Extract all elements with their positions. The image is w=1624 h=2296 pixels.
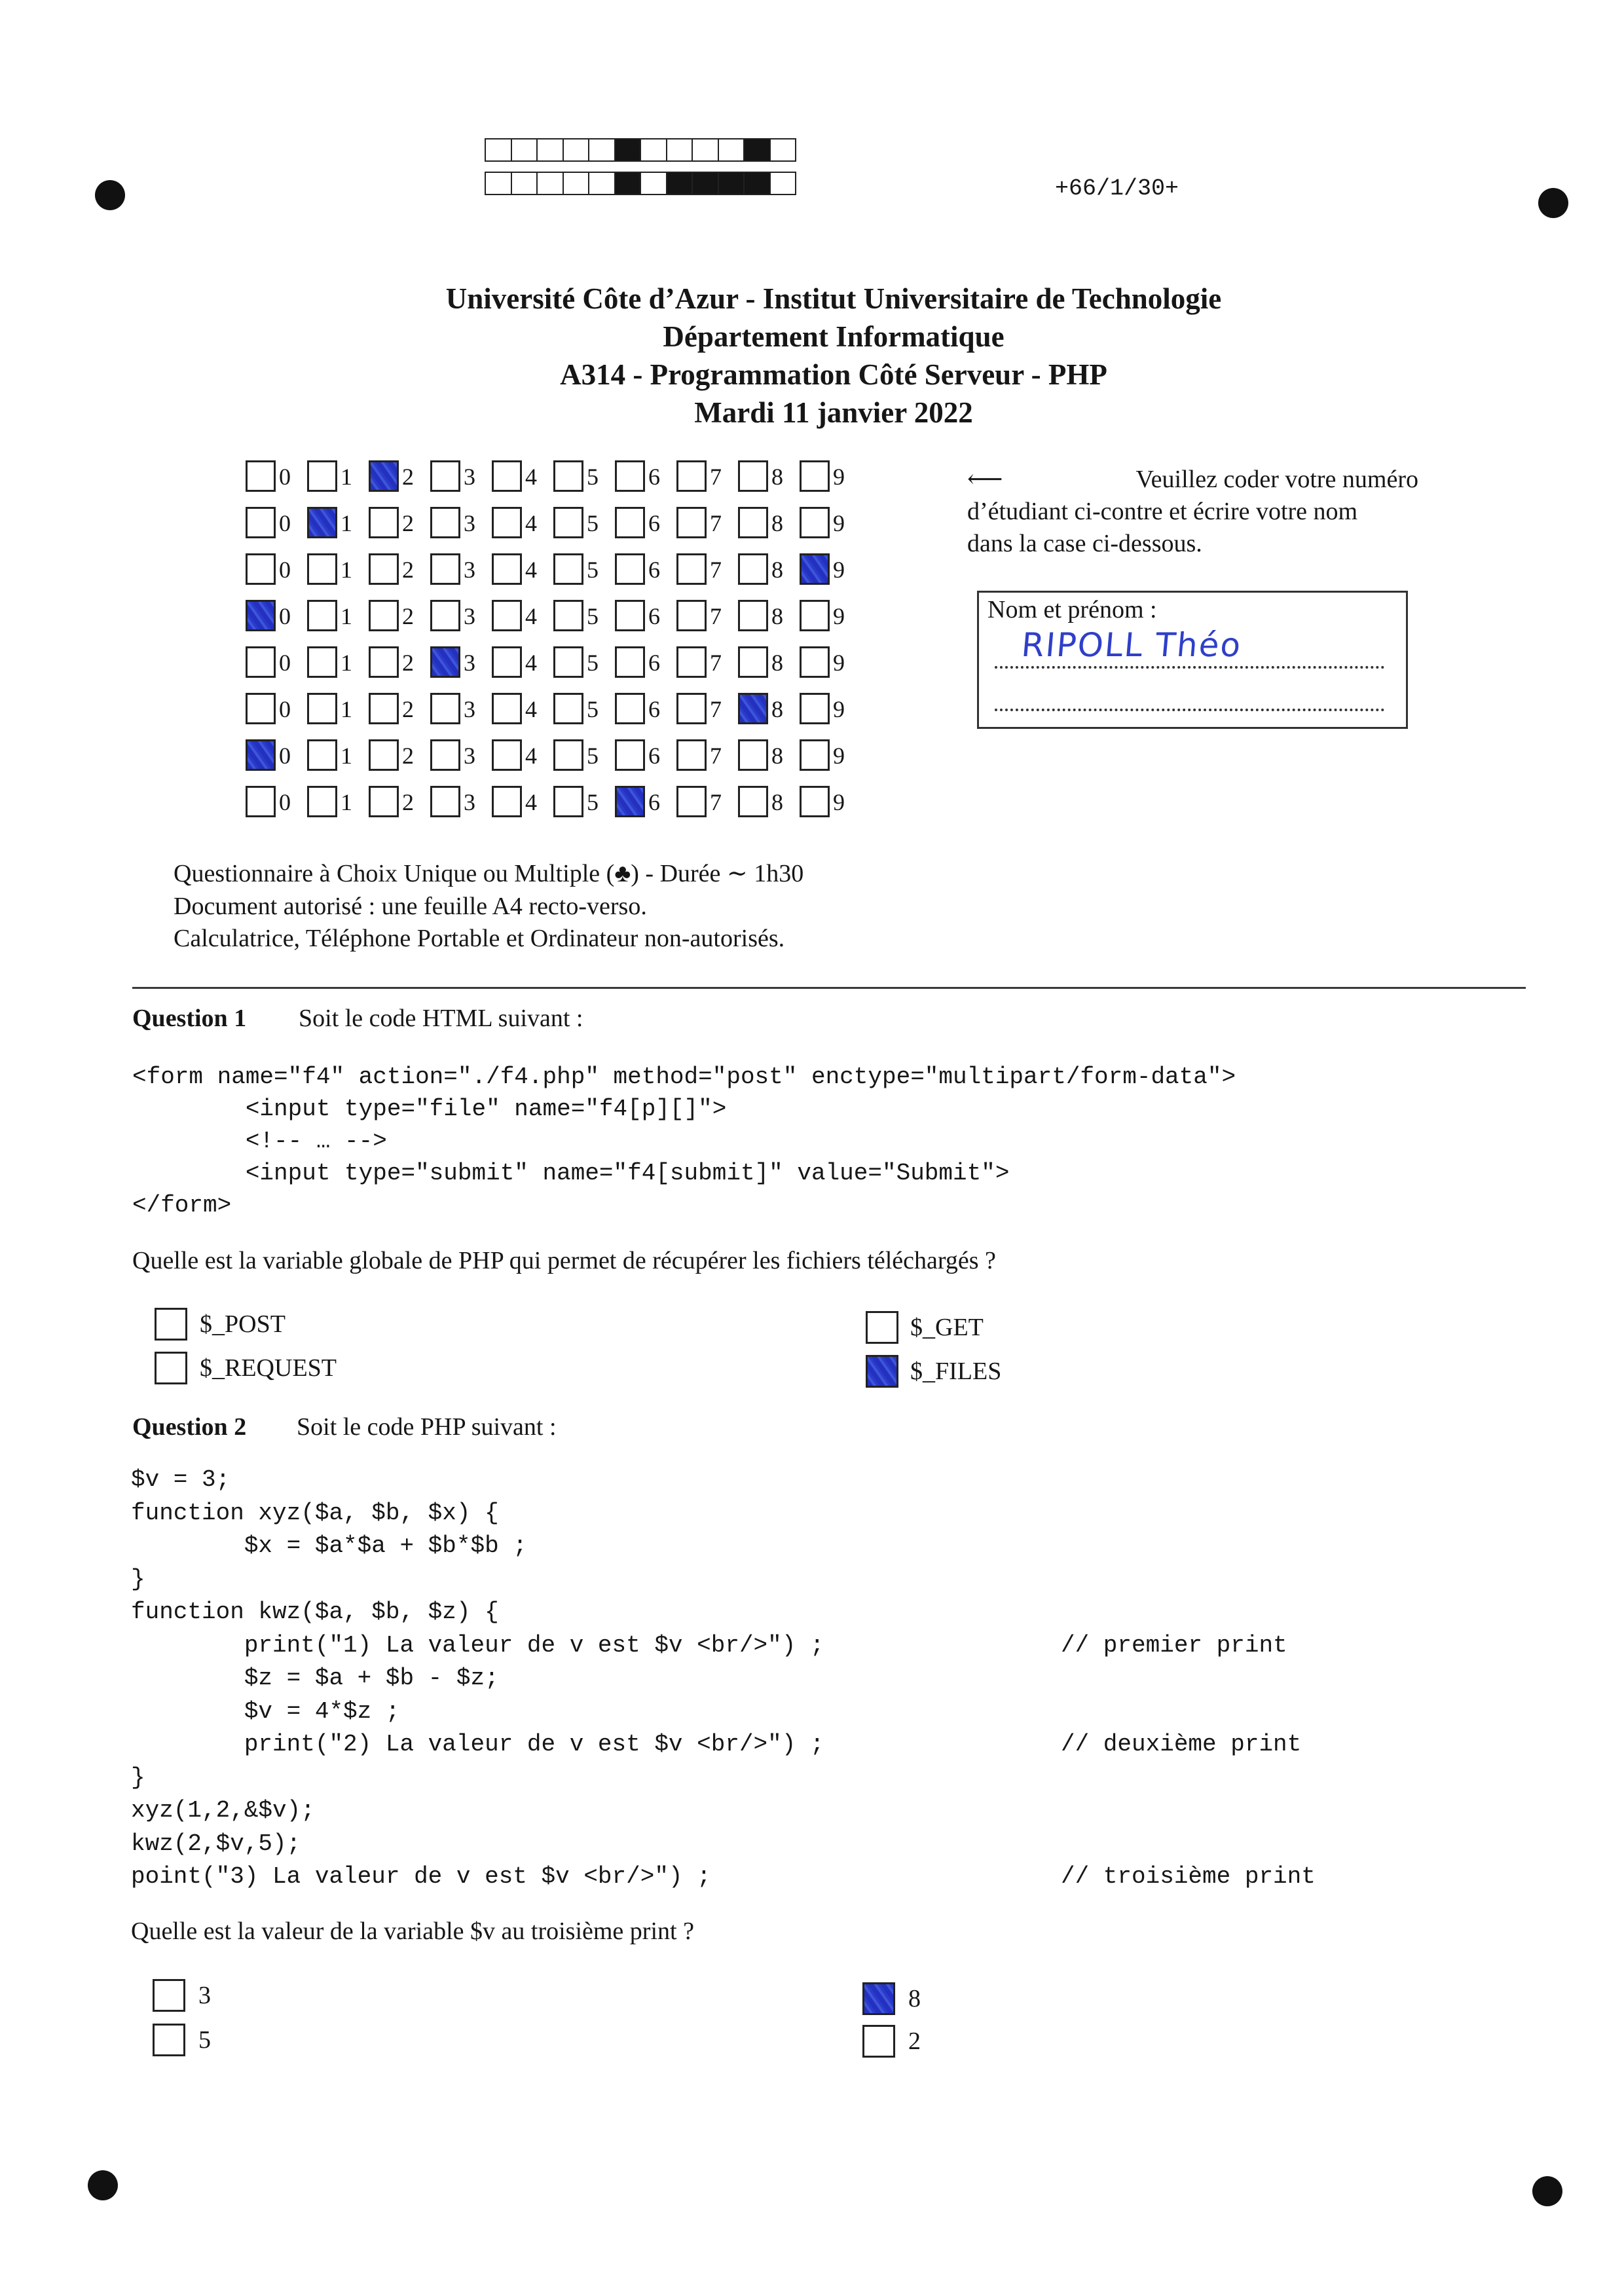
digit-label: 5 (587, 696, 599, 722)
digit-label: 5 (587, 650, 599, 676)
digit-label: 5 (587, 743, 599, 769)
digit-checkbox[interactable] (492, 507, 522, 538)
code-line (131, 1662, 824, 1695)
digit-checkbox[interactable] (246, 460, 276, 492)
digit-label: 2 (402, 743, 414, 769)
digit-label: 5 (587, 789, 599, 815)
digit-checkbox[interactable] (369, 739, 399, 771)
option-checkbox[interactable] (153, 2024, 185, 2056)
code-text: $z = $a + $b - $z; (131, 1665, 499, 1692)
digit-checkbox[interactable] (369, 507, 399, 538)
code-line (131, 1762, 824, 1795)
option-label: 2 (908, 2028, 921, 2055)
answer-option (862, 1982, 921, 2015)
option-label: $_GET (910, 1314, 984, 1341)
code-comment: // premier print (1061, 1631, 1287, 1659)
code-line (131, 1695, 824, 1729)
exam-date: Mardi 11 janvier 2022 (694, 396, 973, 429)
instruction-line: d’étudiant ci-contre et écrire votre nom (967, 498, 1358, 525)
digit-checkbox[interactable] (369, 553, 399, 585)
code-line (131, 1828, 824, 1861)
instruction-line: dans la case ci-dessous. (967, 530, 1202, 557)
course-title: A314 - Programmation Côté Serveur - PHP (560, 358, 1107, 391)
digit-checkbox[interactable] (553, 693, 583, 724)
code-text: function kwz($a, $b, $z) { (131, 1599, 499, 1625)
code-line (131, 1728, 1302, 1762)
code-line (131, 1464, 824, 1497)
barcode-cell-empty (771, 139, 796, 160)
code-text: xyz(1,2,&$v); (131, 1797, 315, 1824)
instruction-line: Veuillez coder votre numéro (1135, 466, 1418, 493)
option-checkbox[interactable] (155, 1352, 187, 1384)
digit-checkbox[interactable] (738, 786, 768, 817)
digit-checkbox[interactable] (553, 786, 583, 817)
digit-label: 4 (525, 696, 537, 722)
digit-label: 6 (648, 650, 660, 676)
digit-checkbox[interactable] (800, 786, 830, 817)
department-title: Département Informatique (663, 320, 1005, 353)
digit-checkbox[interactable] (615, 600, 645, 631)
digit-label: 5 (587, 464, 599, 490)
code-line (131, 1530, 824, 1563)
digit-label: 7 (710, 464, 722, 490)
digit-label: 0 (279, 696, 291, 722)
option-label: 5 (198, 2026, 211, 2054)
option-label: $_REQUEST (200, 1354, 337, 1382)
digit-label: 1 (341, 464, 352, 490)
digit-label: 2 (402, 557, 414, 583)
barcode-cell-empty (719, 139, 745, 160)
digit-label: 7 (710, 743, 722, 769)
digit-checkbox[interactable] (369, 693, 399, 724)
barcode-cell-empty (538, 173, 564, 194)
digit-checkbox[interactable] (492, 786, 522, 817)
handwritten-name: RIPOLL Théo (1020, 626, 1244, 664)
question-prompt: Quelle est la valeur de la variable $v au troisième print ? (131, 1917, 694, 1945)
digit-label: 9 (833, 743, 845, 769)
digit-label: 1 (341, 603, 352, 629)
digit-label: 1 (341, 510, 352, 536)
barcode-cell-empty (641, 139, 667, 160)
barcode-cell-filled (745, 139, 771, 160)
digit-checkbox[interactable] (676, 646, 707, 678)
barcode-cell-empty (564, 139, 590, 160)
barcode-cell-empty (771, 173, 796, 194)
code-line (131, 1497, 824, 1530)
digit-label: 3 (464, 789, 475, 815)
digit-checkbox[interactable] (492, 460, 522, 492)
digit-checkbox[interactable] (676, 693, 707, 724)
digit-label: 0 (279, 510, 291, 536)
code-text: $v = 4*$z ; (131, 1697, 400, 1725)
digit-label: 7 (710, 510, 722, 536)
digit-checkbox[interactable] (800, 553, 830, 585)
digit-label: 7 (710, 603, 722, 629)
digit-label: 4 (525, 557, 537, 583)
digit-checkbox[interactable] (307, 553, 337, 585)
digit-label: 6 (648, 557, 660, 583)
digit-label: 1 (341, 743, 352, 769)
digit-checkbox[interactable] (369, 646, 399, 678)
digit-checkbox[interactable] (307, 646, 337, 678)
instruction-first-line (967, 464, 1418, 496)
digit-label: 9 (833, 650, 845, 676)
digit-label: 0 (279, 650, 291, 676)
digit-label: 4 (525, 743, 537, 769)
digit-label: 8 (771, 510, 783, 536)
digit-checkbox[interactable] (553, 460, 583, 492)
code-text: $x = $a*$a + $b*$b ; (131, 1532, 527, 1559)
digit-label: 8 (771, 696, 783, 722)
digit-label: 0 (279, 464, 291, 490)
barcode-cell-empty (693, 139, 719, 160)
barcode-cell-filled (693, 173, 719, 194)
digit-label: 8 (771, 650, 783, 676)
barcode-cell-filled (616, 139, 642, 160)
digit-label: 8 (771, 464, 783, 490)
digit-checkbox[interactable] (553, 507, 583, 538)
digit-label: 3 (464, 696, 475, 722)
question-label: Question 2 (132, 1413, 247, 1441)
digit-checkbox[interactable] (553, 553, 583, 585)
barcode-cell-filled (616, 173, 642, 194)
digit-checkbox[interactable] (492, 600, 522, 631)
code-line (131, 1563, 824, 1597)
digit-label: 6 (648, 510, 660, 536)
digit-label: 6 (648, 743, 660, 769)
digit-checkbox[interactable] (246, 553, 276, 585)
digit-label: 2 (402, 464, 414, 490)
digit-label: 5 (587, 510, 599, 536)
digit-label: 9 (833, 696, 845, 722)
digit-checkbox[interactable] (307, 507, 337, 538)
digit-checkbox[interactable] (369, 460, 399, 492)
barcode-cell-empty (641, 173, 667, 194)
digit-checkbox[interactable] (800, 739, 830, 771)
digit-checkbox[interactable] (430, 507, 460, 538)
digit-label: 1 (341, 650, 352, 676)
answer-option (155, 1308, 286, 1341)
question-prompt: Quelle est la variable globale de PHP qui permet de récupérer les fichiers téléchargés ? (132, 1247, 996, 1274)
digit-label: 9 (833, 510, 845, 536)
digit-checkbox[interactable] (492, 646, 522, 678)
option-checkbox[interactable] (862, 1982, 895, 2015)
digit-label: 3 (464, 464, 475, 490)
digit-checkbox[interactable] (246, 693, 276, 724)
php-code-block (131, 1464, 1316, 1894)
digit-checkbox[interactable] (738, 739, 768, 771)
exam-format: Questionnaire à Choix Unique ou Multiple (♣) - Durée ∼ 1h30 (174, 860, 804, 887)
answer-option (153, 1979, 211, 2012)
digit-checkbox[interactable] (553, 646, 583, 678)
digit-label: 0 (279, 789, 291, 815)
digit-label: 1 (341, 557, 352, 583)
code-text: } (131, 1764, 145, 1791)
option-label: 8 (908, 1985, 921, 2012)
barcode-cell-empty (512, 139, 538, 160)
code-text: $v = 3; (131, 1466, 231, 1493)
separator-rule (132, 987, 1526, 989)
barcode-cell-empty (667, 139, 693, 160)
digit-label: 3 (464, 650, 475, 676)
barcode-cell-filled (719, 173, 745, 194)
code-comment: // troisième print (1061, 1863, 1316, 1890)
digit-label: 2 (402, 603, 414, 629)
digit-checkbox[interactable] (246, 507, 276, 538)
digit-checkbox[interactable] (738, 646, 768, 678)
digit-checkbox[interactable] (307, 600, 337, 631)
digit-label: 0 (279, 557, 291, 583)
barcode-cell-empty (589, 173, 616, 194)
digit-label: 8 (771, 603, 783, 629)
code-text: point("3) La valeur de v est $v <br/>") ; (131, 1863, 711, 1890)
code-line (131, 1596, 824, 1629)
digit-checkbox[interactable] (615, 693, 645, 724)
exam-info (174, 858, 803, 955)
barcode-cell-empty (564, 173, 590, 194)
digit-label: 3 (464, 603, 475, 629)
barcode-row (485, 138, 796, 162)
digit-checkbox[interactable] (430, 646, 460, 678)
digit-label: 5 (587, 603, 599, 629)
digit-label: 7 (710, 557, 722, 583)
digit-checkbox[interactable] (800, 693, 830, 724)
digit-label: 9 (833, 603, 845, 629)
registration-mark-bottom-left (88, 2170, 118, 2200)
digit-label: 8 (771, 789, 783, 815)
code-text: } (131, 1565, 145, 1593)
code-line (131, 1629, 1287, 1663)
answer-option (153, 2024, 211, 2056)
university-title: Université Côte d’Azur - Institut Universitaire de Technologie (445, 282, 1222, 315)
code-line: <input type="file" name="f4[p][]"> (132, 1096, 727, 1122)
dotted-line (995, 666, 1384, 669)
option-label: $_FILES (910, 1358, 1002, 1385)
exam-header (179, 280, 1488, 432)
answer-option (862, 2025, 921, 2058)
digit-checkbox[interactable] (553, 739, 583, 771)
option-label: $_POST (200, 1310, 286, 1338)
digit-checkbox[interactable] (615, 460, 645, 492)
option-checkbox[interactable] (153, 1979, 185, 2012)
digit-checkbox[interactable] (430, 460, 460, 492)
code-line (131, 1861, 1316, 1894)
answer-option (155, 1352, 337, 1384)
code-line: <!-- … --> (132, 1128, 387, 1155)
option-checkbox[interactable] (862, 2025, 895, 2058)
digit-label: 8 (771, 743, 783, 769)
digit-checkbox[interactable] (615, 646, 645, 678)
digit-label: 7 (710, 696, 722, 722)
digit-checkbox[interactable] (307, 786, 337, 817)
code-text: function xyz($a, $b, $x) { (131, 1499, 499, 1527)
digit-checkbox[interactable] (246, 739, 276, 771)
digit-label: 3 (464, 743, 475, 769)
registration-mark-top-left (95, 180, 125, 210)
option-checkbox[interactable] (866, 1355, 898, 1388)
digit-checkbox[interactable] (430, 553, 460, 585)
digit-label: 6 (648, 696, 660, 722)
barcode-cell-empty (538, 139, 564, 160)
code-line: <input type="submit" name="f4[submit]" value="Submit"> (132, 1160, 1010, 1187)
digit-checkbox[interactable] (615, 786, 645, 817)
barcode-cell-empty (486, 173, 512, 194)
registration-mark-top-right (1538, 188, 1568, 218)
digit-checkbox[interactable] (676, 460, 707, 492)
digit-label: 6 (648, 464, 660, 490)
digit-checkbox[interactable] (676, 739, 707, 771)
digit-checkbox[interactable] (307, 739, 337, 771)
digit-checkbox[interactable] (430, 739, 460, 771)
digit-label: 9 (833, 557, 845, 583)
digit-checkbox[interactable] (246, 600, 276, 631)
digit-checkbox[interactable] (738, 600, 768, 631)
digit-checkbox[interactable] (430, 600, 460, 631)
digit-label: 2 (402, 510, 414, 536)
digit-label: 2 (402, 696, 414, 722)
digit-checkbox[interactable] (492, 693, 522, 724)
digit-checkbox[interactable] (800, 600, 830, 631)
digit-checkbox[interactable] (738, 553, 768, 585)
digit-checkbox[interactable] (615, 553, 645, 585)
digit-checkbox[interactable] (553, 600, 583, 631)
id-instructions (967, 464, 1418, 560)
option-checkbox[interactable] (155, 1308, 187, 1341)
digit-checkbox[interactable] (615, 739, 645, 771)
page-code: +66/1/30+ (1055, 176, 1179, 202)
digit-label: 4 (525, 650, 537, 676)
digit-checkbox[interactable] (492, 553, 522, 585)
dotted-line (995, 709, 1384, 711)
digit-label: 2 (402, 650, 414, 676)
digit-checkbox[interactable] (800, 507, 830, 538)
digit-label: 4 (525, 789, 537, 815)
digit-checkbox[interactable] (307, 460, 337, 492)
digit-label: 9 (833, 789, 845, 815)
digit-checkbox[interactable] (246, 646, 276, 678)
digit-label: 8 (771, 557, 783, 583)
allowed-documents: Document autorisé : une feuille A4 recto-verso. (174, 892, 647, 920)
question-intro: Soit le code PHP suivant : (297, 1413, 557, 1441)
digit-label: 5 (587, 557, 599, 583)
forbidden-devices: Calculatrice, Téléphone Portable et Ordinateur non-autorisés. (174, 925, 785, 952)
digit-checkbox[interactable] (800, 460, 830, 492)
digit-label: 2 (402, 789, 414, 815)
digit-checkbox[interactable] (307, 693, 337, 724)
digit-checkbox[interactable] (615, 507, 645, 538)
digit-checkbox[interactable] (738, 507, 768, 538)
digit-label: 3 (464, 557, 475, 583)
digit-label: 7 (710, 650, 722, 676)
digit-label: 0 (279, 743, 291, 769)
barcode-cell-filled (745, 173, 771, 194)
registration-mark-bottom-right (1532, 2176, 1562, 2206)
code-text: print("2) La valeur de v est $v <br/>") ; (131, 1731, 824, 1758)
option-label: 3 (198, 1982, 211, 2009)
digit-checkbox[interactable] (430, 693, 460, 724)
digit-checkbox[interactable] (246, 786, 276, 817)
digit-label: 9 (833, 464, 845, 490)
name-box[interactable] (977, 591, 1408, 729)
digit-label: 0 (279, 603, 291, 629)
digit-label: 1 (341, 789, 352, 815)
digit-checkbox[interactable] (676, 600, 707, 631)
digit-label: 4 (525, 603, 537, 629)
digit-checkbox[interactable] (676, 507, 707, 538)
digit-checkbox[interactable] (369, 786, 399, 817)
option-checkbox[interactable] (866, 1311, 898, 1344)
digit-checkbox[interactable] (676, 553, 707, 585)
name-label: Nom et prénom : (987, 596, 1157, 623)
digit-label: 4 (525, 464, 537, 490)
digit-label: 6 (648, 603, 660, 629)
code-line (131, 1794, 824, 1828)
digit-label: 7 (710, 789, 722, 815)
question-label: Question 1 (132, 1005, 247, 1032)
code-text: print("1) La valeur de v est $v <br/>") ; (131, 1631, 824, 1659)
digit-checkbox[interactable] (430, 786, 460, 817)
digit-checkbox[interactable] (738, 693, 768, 724)
code-text: kwz(2,$v,5); (131, 1830, 301, 1857)
answer-option (866, 1355, 1001, 1388)
digit-label: 6 (648, 789, 660, 815)
code-line: <form name="f4" action="./f4.php" method="post" enctype="multipart/form-data"> (132, 1064, 1236, 1090)
html-code-block (132, 1061, 1236, 1221)
code-comment: // deuxième print (1061, 1731, 1302, 1758)
digit-checkbox[interactable] (800, 646, 830, 678)
question-intro: Soit le code HTML suivant : (299, 1005, 583, 1032)
answer-option (866, 1311, 984, 1344)
code-line: </form> (132, 1192, 232, 1219)
digit-label: 3 (464, 510, 475, 536)
digit-checkbox[interactable] (738, 460, 768, 492)
barcode-cell-empty (512, 173, 538, 194)
barcode-cell-empty (486, 139, 512, 160)
digit-checkbox[interactable] (676, 786, 707, 817)
digit-label: 4 (525, 510, 537, 536)
barcode-cell-empty (589, 139, 616, 160)
digit-label: 1 (341, 696, 352, 722)
barcode-cell-filled (667, 173, 693, 194)
barcode-row (485, 172, 796, 195)
digit-checkbox[interactable] (369, 600, 399, 631)
digit-checkbox[interactable] (492, 739, 522, 771)
left-arrow-icon: ⟵ (967, 466, 1003, 493)
